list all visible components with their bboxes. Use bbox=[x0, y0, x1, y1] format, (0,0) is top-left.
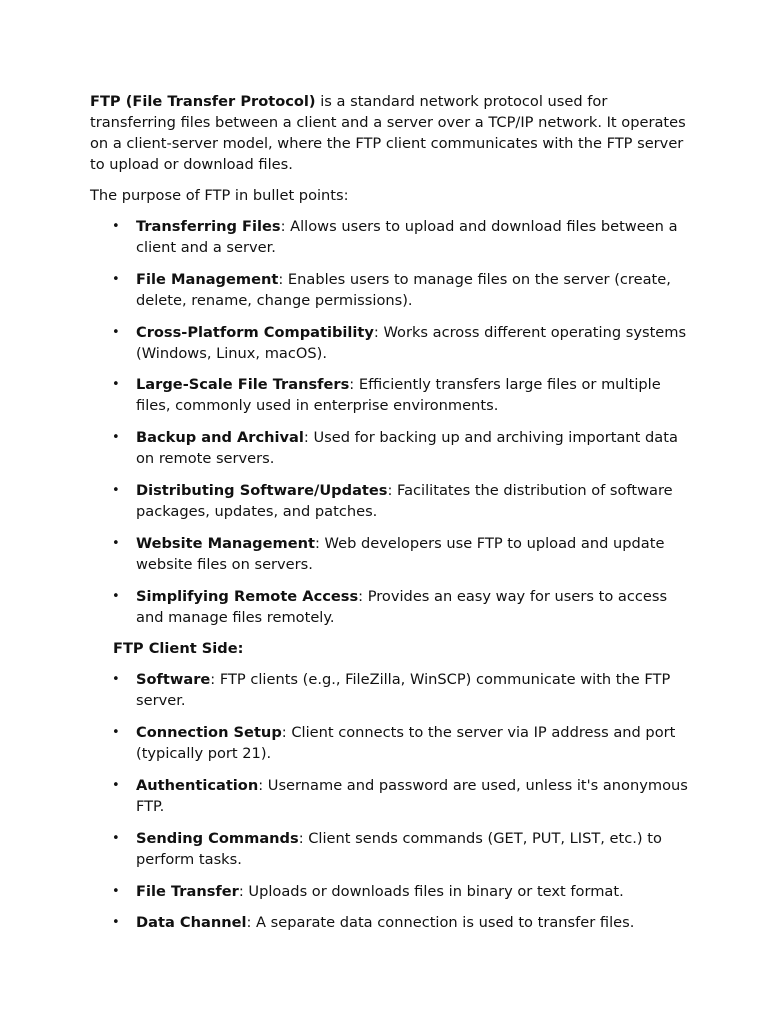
client-side-heading: FTP Client Side: bbox=[113, 640, 244, 658]
item-text: : Facilitates the distribution of software packages, updates, and patches. bbox=[136, 481, 673, 520]
list-item bbox=[90, 912, 690, 933]
document-page bbox=[90, 91, 690, 944]
bullet-icon: • bbox=[112, 883, 120, 899]
purpose-heading: The purpose of FTP in bullet points: bbox=[90, 187, 349, 204]
bullet-icon: • bbox=[112, 377, 120, 393]
item-term: Software bbox=[136, 671, 211, 689]
list-item bbox=[90, 669, 690, 711]
intro-paragraph bbox=[90, 91, 690, 175]
item-text: : Web developers use FTP to upload and update website files on servers. bbox=[136, 534, 665, 573]
purpose-list bbox=[90, 216, 690, 628]
list-item bbox=[90, 828, 690, 870]
list-item bbox=[90, 374, 690, 416]
item-term: File Management bbox=[136, 270, 279, 288]
bullet-icon: • bbox=[112, 672, 120, 688]
item-text: : Client sends commands (GET, PUT, LIST, etc.) to perform tasks. bbox=[136, 829, 662, 868]
item-term: Large-Scale File Transfers bbox=[136, 376, 350, 394]
list-item bbox=[90, 216, 690, 258]
intro-term: FTP (File Transfer Protocol) bbox=[90, 93, 316, 110]
item-text: : FTP clients (e.g., FileZilla, WinSCP) communicate with the FTP server. bbox=[136, 671, 671, 710]
item-text: : Enables users to manage files on the server (create, delete, rename, change permissions). bbox=[136, 270, 671, 309]
item-text: : Allows users to upload and download files between a client and a server. bbox=[136, 218, 678, 256]
bullet-icon: • bbox=[112, 535, 120, 551]
item-term: File Transfer bbox=[136, 882, 239, 900]
item-term: Data Channel bbox=[136, 914, 247, 932]
item-term: Sending Commands bbox=[136, 829, 299, 847]
item-text: : Uploads or downloads files in binary or text format. bbox=[238, 882, 624, 900]
bullet-icon: • bbox=[112, 588, 120, 604]
list-item bbox=[90, 881, 690, 902]
list-item bbox=[90, 269, 690, 311]
bullet-icon: • bbox=[112, 271, 120, 287]
item-term: Cross-Platform Compatibility bbox=[136, 323, 374, 341]
bullet-icon: • bbox=[112, 830, 120, 846]
item-term: Simplifying Remote Access bbox=[136, 587, 359, 605]
list-item bbox=[90, 722, 690, 764]
item-text: : Efficiently transfers large files or multiple files, commonly used in enterprise environments. bbox=[136, 376, 661, 415]
item-term: Connection Setup bbox=[136, 724, 282, 742]
item-term: Distributing Software/Updates bbox=[136, 481, 388, 499]
intro-text: is a standard network protocol used for transferring files between a client and a server over a TCP/IP network. It operates on a client-server model, where the FTP client communicates with the FTP server to upload or download files. bbox=[90, 93, 686, 173]
item-text: : Works across different operating systems (Windows, Linux, macOS). bbox=[136, 323, 687, 362]
item-term: Backup and Archival bbox=[136, 429, 304, 447]
bullet-icon: • bbox=[112, 725, 120, 741]
bullet-icon: • bbox=[112, 324, 120, 340]
bullet-icon: • bbox=[112, 915, 120, 931]
item-text: : A separate data connection is used to transfer files. bbox=[246, 914, 635, 932]
list-item bbox=[90, 427, 690, 469]
list-item bbox=[90, 480, 690, 522]
bullet-icon: • bbox=[112, 482, 120, 498]
item-text: : Client connects to the server via IP address and port (typically port 21). bbox=[136, 724, 676, 763]
item-term: Website Management bbox=[136, 534, 315, 552]
bullet-icon: • bbox=[112, 219, 120, 234]
list-item bbox=[90, 322, 690, 364]
bullet-icon: • bbox=[112, 430, 120, 446]
item-text: : Used for backing up and archiving important data on remote servers. bbox=[136, 429, 678, 468]
client-list bbox=[90, 669, 690, 933]
list-item bbox=[90, 533, 690, 575]
item-text: : Provides an easy way for users to access and manage files remotely. bbox=[136, 587, 668, 626]
list-item bbox=[90, 775, 690, 817]
list-item bbox=[90, 586, 690, 628]
item-term: Authentication bbox=[136, 776, 259, 794]
item-term: Transferring Files bbox=[136, 218, 281, 235]
bullet-icon: • bbox=[112, 777, 120, 793]
item-text: : Username and password are used, unless it's anonymous FTP. bbox=[136, 776, 688, 815]
